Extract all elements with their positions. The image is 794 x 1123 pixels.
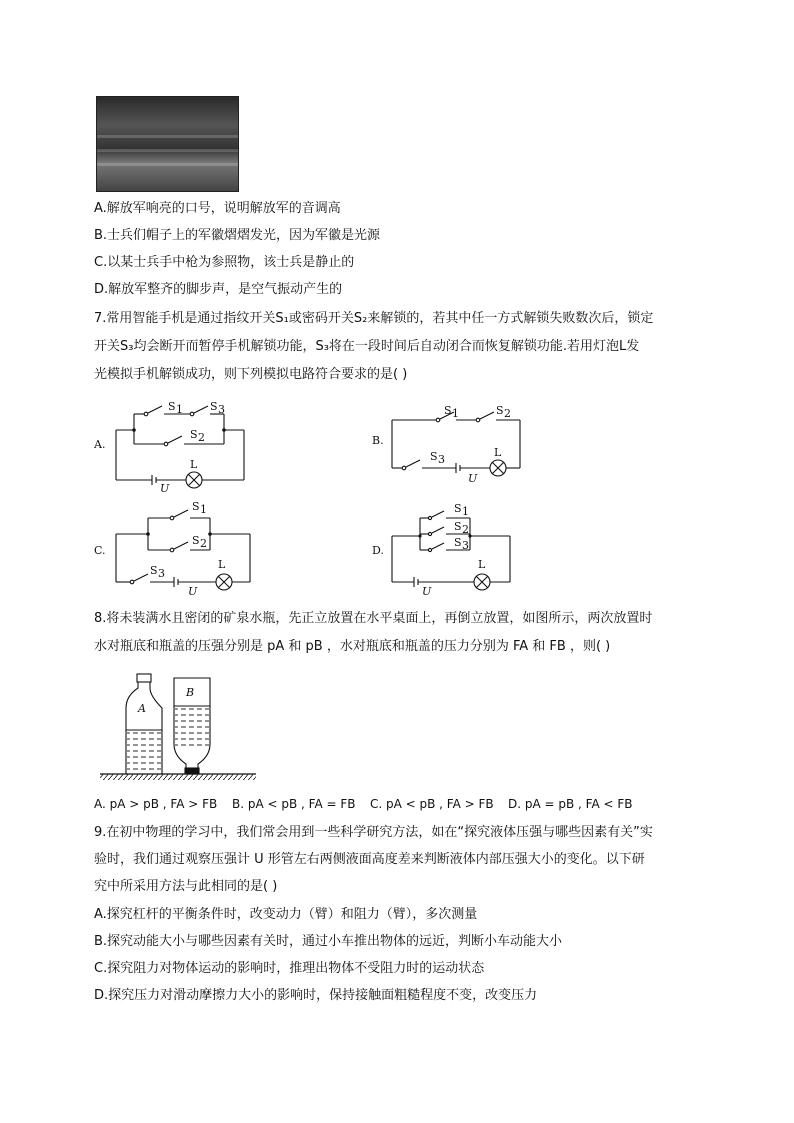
circuit-d-s2: S (454, 520, 462, 533)
q8-stem-line-2: 水对瓶底和瓶盖的压强分别是 pA 和 pB ，水对瓶底和瓶盖的压力分别为 FA 和 FB ，则( ) (94, 639, 611, 654)
circuit-d-label: D. (372, 544, 384, 557)
q6-option-c[interactable]: C.以某士兵手中枪为参照物，该士兵是静止的 (94, 255, 355, 270)
circuit-a-label: A. (94, 438, 106, 451)
circuit-b-label: B. (372, 434, 384, 447)
svg-text:1: 1 (200, 503, 207, 516)
q9-option-c[interactable]: C.探究阻力对物体运动的影响时，推理出物体不受阻力时的运动状态 (94, 961, 485, 976)
q8-option-b[interactable]: B. pA < pB , FA = FB (232, 797, 356, 811)
svg-text:1: 1 (452, 407, 459, 420)
circuit-d (370, 498, 520, 596)
circuit-c-s2: S (192, 534, 200, 547)
circuit-b-s1: S (444, 404, 452, 417)
svg-text:1: 1 (176, 403, 183, 416)
svg-text:3: 3 (158, 567, 165, 580)
q7-stem-line-2: 开关S₃均会断开而暂停手机解锁功能，S₃将在一段时间后自动闭合而恢复解锁功能.若用灯泡L发 (94, 339, 640, 354)
circuit-c-lamp: L (218, 558, 226, 571)
circuit-d-lamp: L (478, 558, 486, 571)
svg-text:2: 2 (198, 431, 205, 444)
svg-text:3: 3 (438, 453, 445, 466)
circuit-b-lamp: L (494, 446, 502, 459)
q6-option-b[interactable]: B.士兵们帽子上的军徽熠熠发光，因为军徽是光源 (94, 228, 381, 243)
q9-option-b[interactable]: B.探究动能大小与哪些因素有关时，通过小车推出物体的远近，判断小车动能大小 (94, 934, 563, 949)
bottles-figure (100, 670, 260, 782)
circuit-c-s3: S (150, 564, 158, 577)
q8-option-d[interactable]: D. pA = pB , FA < FB (508, 797, 633, 811)
svg-text:2: 2 (200, 537, 207, 550)
circuit-b (370, 398, 540, 488)
circuit-a (94, 396, 264, 494)
q6-option-a[interactable]: A.解放军响亮的口号，说明解放军的音调高 (94, 201, 341, 216)
q8-option-a[interactable]: A. pA > pB , FA > FB (94, 797, 218, 811)
circuit-c-s1: S (192, 500, 200, 513)
circuit-a-s2: S (190, 428, 198, 441)
circuit-d-s3: S (454, 536, 462, 549)
svg-text:2: 2 (504, 407, 511, 420)
circuit-c (94, 498, 264, 596)
circuit-a-s1: S (168, 400, 176, 413)
circuit-b-s2: S (496, 404, 504, 417)
circuit-b-s3: S (430, 450, 438, 463)
q9-stem-line-3: 究中所采用方法与此相同的是( ) (94, 879, 278, 894)
q6-option-d[interactable]: D.解放军整齐的脚步声，是空气振动产生的 (94, 282, 343, 297)
circuit-c-label: C. (94, 544, 106, 557)
q9-option-a[interactable]: A.探究杠杆的平衡条件时，改变动力（臂）和阻力（臂），多次测量 (94, 907, 478, 922)
q9-stem-line-1: 9.在初中物理的学习中，我们常会用到一些科学研究方法，如在“探究液体压强与哪些因素有关”实 (94, 825, 653, 840)
circuit-d-source: U (422, 585, 432, 596)
q7-stem-line-3: 光模拟手机解锁成功，则下列模拟电路符合要求的是( ) (94, 367, 408, 382)
bottle-b-label: B (186, 686, 195, 699)
q8-stem-line-1: 8.将未装满水且密闭的矿泉水瓶，先正立放置在水平桌面上，再倒立放置，如图所示，两次放置时 (94, 611, 653, 626)
circuit-a-s3: S (210, 400, 218, 413)
circuit-a-source: U (160, 482, 170, 494)
svg-text:1: 1 (462, 505, 469, 518)
q8-option-c[interactable]: C. pA < pB , FA > FB (370, 797, 494, 811)
svg-text:3: 3 (462, 539, 469, 552)
parade-photo (96, 96, 239, 192)
svg-text:3: 3 (218, 403, 225, 416)
q9-option-d[interactable]: D.探究压力对滑动摩擦力大小的影响时，保持接触面粗糙程度不变，改变压力 (94, 988, 538, 1003)
circuit-c-source: U (188, 585, 198, 596)
bottle-a-label: A (138, 702, 146, 715)
circuit-a-lamp: L (190, 458, 198, 471)
q7-stem-line-1: 7.常用智能手机是通过指纹开关S₁或密码开关S₂来解锁的，若其中任一方式解锁失败数次后，锁定 (94, 311, 654, 326)
q9-stem-line-2: 验时，我们通过观察压强计 U 形管左右两侧液面高度差来判断液体内部压强大小的变化。以下研 (94, 852, 645, 867)
circuit-b-source: U (468, 472, 478, 485)
svg-text:2: 2 (462, 523, 469, 536)
circuit-d-s1: S (454, 502, 462, 515)
